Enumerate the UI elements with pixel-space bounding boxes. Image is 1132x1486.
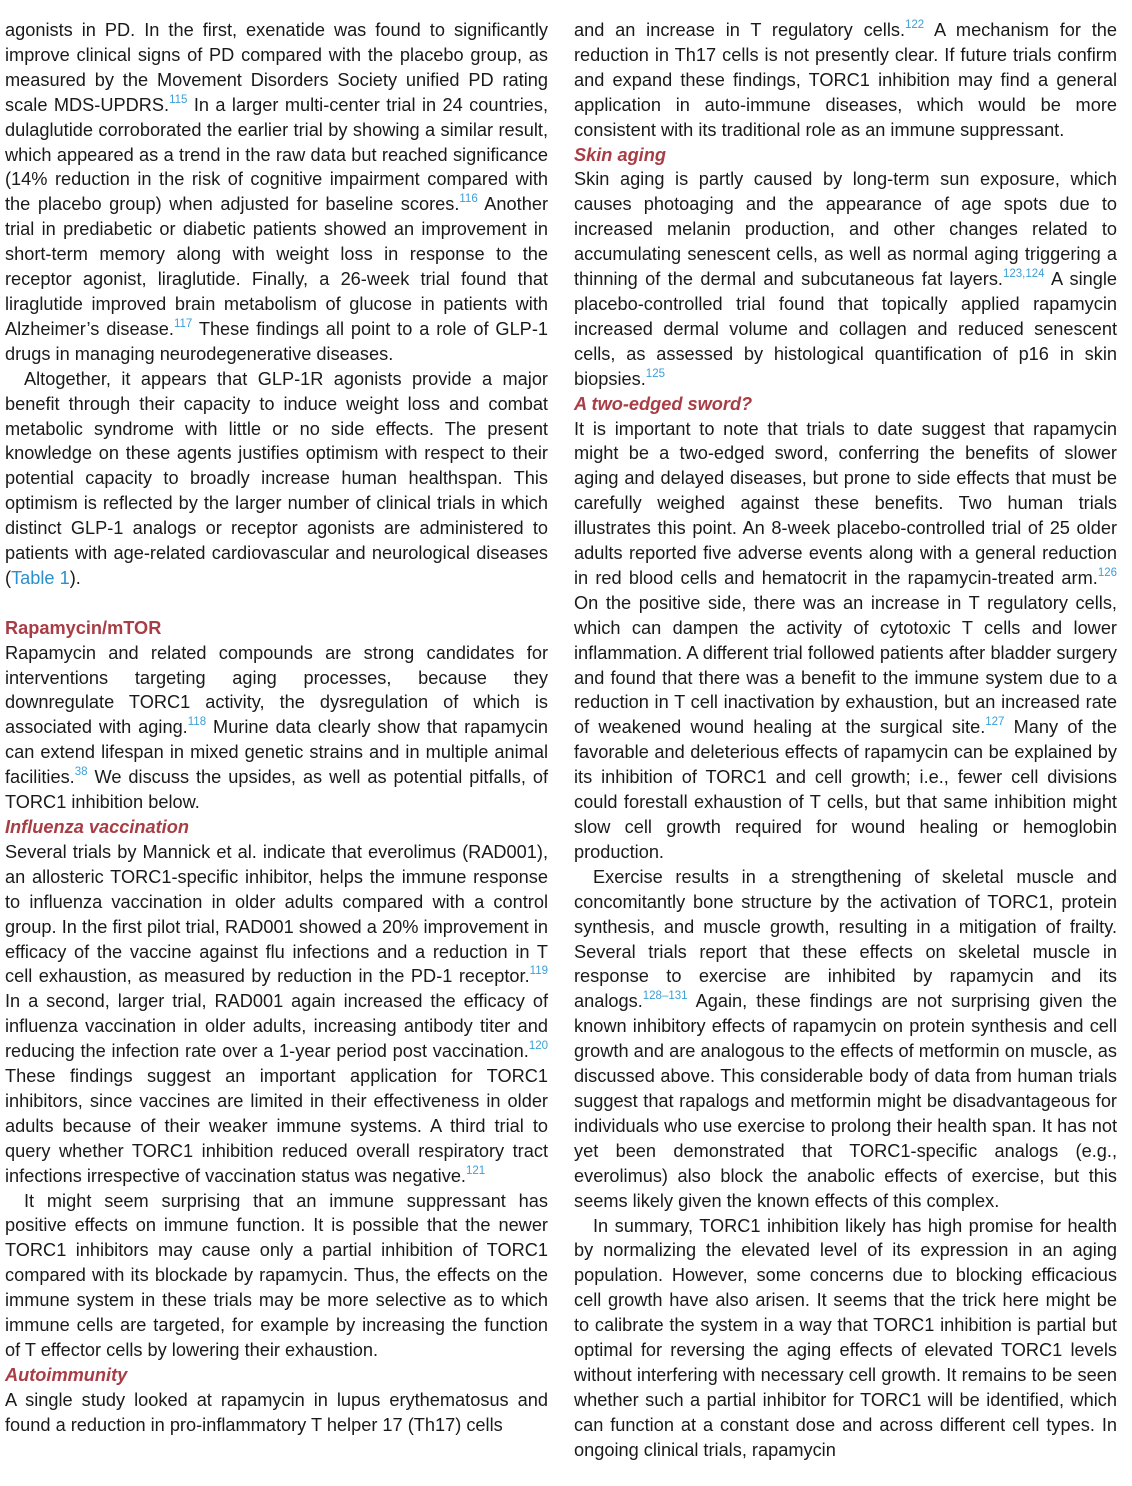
right-column bbox=[574, 18, 1117, 1463]
citation-ref[interactable]: 119 bbox=[529, 965, 548, 978]
paragraph-text: In a larger multi-center trial in 24 countries, dulaglutide corroborated the earlier trial by showing a similar result, which appeared as a trend in the raw data but reached significance (14% reduction in the risk of cognitive impairment compared with the placebo group) when adjusted for baseline scores. bbox=[5, 94, 548, 215]
paragraph-text: Altogether, it appears that GLP-1R agonists provide a major benefit through their capacity to induce weight loss and combat metabolic syndrome with little or no side effects. The present knowledge on these agents justifies optimism with respect to their potential capacity to broadly increase human healthspan. This optimism is reflected by the larger number of clinical trials in which distinct GLP-1 analogs or receptor agonists are administered to patients with age-related cardiovascular and neurological diseases ( bbox=[5, 368, 548, 588]
paragraph-text: Rapamycin and related compounds are strong candidates for interventions targeting aging processes, because they downregulate TORC1 activity, the dysregulation of which is associated with aging. bbox=[5, 642, 548, 738]
section-heading-rapamycin: Rapamycin/mTOR bbox=[5, 617, 162, 638]
citation-ref[interactable]: 125 bbox=[645, 367, 665, 380]
paragraph-rapamycin-intro bbox=[5, 641, 548, 815]
paragraph-text: Skin aging is partly caused by long-term sun exposure, which causes photoaging and the appearance of age spots due to increased melanin production, and other changes related to accumulating senescent cells, as well as normal aging triggering a thinning of the dermal and subcutaneous fat layers. bbox=[574, 169, 1117, 290]
paragraph-text: Exercise results in a strengthening of skeletal muscle and concomitantly bone structure by the activation of TORC1, protein synthesis, and muscle growth, resulting in a mitigation of frailty. Several trials report that these effects on skeletal muscle in response to exercise are inhibited by rapamycin and its analogs. bbox=[574, 866, 1117, 1012]
citation-ref[interactable]: 115 bbox=[169, 93, 188, 106]
citation-ref[interactable]: 117 bbox=[173, 317, 193, 330]
paragraph-text: In a second, larger trial, RAD001 again increased the efficacy of influenza vaccination in older adults, increasing antibody titer and reducing the infection rate over a 1-year period post vaccination. bbox=[5, 991, 548, 1062]
citation-ref[interactable]: 128–131 bbox=[642, 990, 688, 1003]
paragraph-text: Many of the favorable and deleterious effects of rapamycin can be explained by its inhibition of TORC1 and cell growth; i.e., fewer cell divisions could forestall exhaustion of T cells, but that same inhibition might slow cell growth required for wound healing or hemoglobin production. bbox=[574, 717, 1117, 862]
paragraph-autoimmunity: A single study looked at rapamycin in lupus erythematosus and found a reduction in pro-inflammatory T helper 17 (Th17) cells bbox=[5, 1389, 548, 1435]
paragraph-text: These findings suggest an important application for TORC1 inhibitors, since vaccines are limited in their effectiveness in older adults because of their weaker immune systems. A third trial to query whether TORC1 inhibition reduced overall respiratory tract infections irrespective of vaccination status was negative. bbox=[5, 1066, 548, 1186]
paragraph-immune-suppressant: It might seem surprising that an immune suppressant has positive effects on immune function. It is possible that the newer TORC1 inhibitors may cause only a partial inhibition of TORC1 compared with its blockade by rapamycin. Thus, the effects on the immune system in these trials may be more selective as to which immune cells are targeted, for example by increasing the function of T effector cells by lowering their exhaustion. bbox=[5, 1190, 548, 1361]
citation-ref[interactable]: 116 bbox=[459, 193, 478, 206]
subheading-two-edged-sword: A two-edged sword? bbox=[574, 393, 753, 414]
subheading-autoimmunity: Autoimmunity bbox=[5, 1364, 128, 1385]
paragraph-autoimmunity-cont bbox=[574, 18, 1117, 143]
paragraph-two-edged-sword bbox=[574, 417, 1117, 865]
left-column bbox=[5, 18, 548, 1438]
paragraph-text: We discuss the upsides, as well as potential pitfalls, of TORC1 inhibition below. bbox=[5, 767, 548, 813]
paragraph-text: agonists in PD. In the first, exenatide was found to significantly improve clinical signs of PD compared with the placebo group, as measured by the Movement Disorders Society unified PD rating scale MDS-UPDRS. bbox=[5, 20, 548, 115]
citation-ref[interactable]: 120 bbox=[528, 1040, 548, 1053]
paragraph-text: ). bbox=[69, 567, 81, 588]
paragraph-text: It is important to note that trials to date suggest that rapamycin might be a two-edged sword, conferring the benefits of slower aging and delayed diseases, but prone to side effects that must be carefully weighed against these benefits. Two human trials illustrates this point. An 8-week placebo-controlled trial of 25 older adults reported five adverse events along with a general reduction in red blood cells and hematocrit in the rapamycin-treated arm. bbox=[574, 418, 1117, 588]
citation-ref[interactable]: 118 bbox=[187, 716, 207, 729]
paragraph-glp1-trials bbox=[5, 18, 548, 367]
citation-ref[interactable]: 126 bbox=[1097, 566, 1117, 579]
subheading-skin-aging: Skin aging bbox=[574, 144, 666, 165]
paragraph-glp1-summary bbox=[5, 367, 548, 591]
citation-ref[interactable]: 127 bbox=[985, 716, 1005, 729]
citation-ref[interactable]: 121 bbox=[465, 1164, 486, 1177]
paragraph-text: Several trials by Mannick et al. indicate that everolimus (RAD001), an allosteric TORC1-specific inhibitor, helps the immune response to influenza vaccination in older adults compared with a control group. In the first pilot trial, RAD001 showed a 20% improvement in efficacy of the vaccine against flu infections and a reduction in T cell exhaustion, as measured by reduction in the PD-1 receptor. bbox=[5, 841, 548, 987]
paragraph-text: Another trial in prediabetic or diabetic patients showed an improvement in short-term memory along with weight loss in response to the receptor agonist, liraglutide. Finally, a 26-week trial found that liraglutide improved brain metabolism of glucose in patients with Alzheimer’s disease. bbox=[5, 194, 548, 339]
paragraph-text: On the positive side, there was an increase in T regulatory cells, which can dampen the activity of cytotoxic T cells and lower inflammation. A different trial followed patients after bladder surgery and found that there was a benefit to the immune system due to a reduction in T cell inactivation by exhaustion, but an increased rate of weakened wound healing at the surgical site. bbox=[574, 592, 1117, 738]
paragraph-text: Again, these findings are not surprising given the known inhibitory effects of rapamycin on protein synthesis and cell growth and are analogous to the effects of metformin on muscle, as discussed above. This considerable body of data from human trials suggest that rapalogs and metformin might be disadvantageous for individuals who use exercise to prolong their health span. It has not yet been demonstrated that TORC1-specific analogs (e.g., everolimus) also block the anabolic effects of exercise, but this seems likely given the known effects of this complex. bbox=[574, 991, 1117, 1211]
citation-ref[interactable]: 123,124 bbox=[1002, 268, 1045, 281]
paragraph-text: and an increase in T regulatory cells. bbox=[574, 20, 906, 40]
paragraph-exercise bbox=[574, 865, 1117, 1214]
paragraph-influenza bbox=[5, 840, 548, 1189]
paragraph-text: A mechanism for the reduction in Th17 cells is not presently clear. If future trials confirm and expand these findings, TORC1 inhibition may find a general application in auto-immune diseases, which would be more consistent with its traditional role as an immune suppressant. bbox=[574, 20, 1117, 140]
citation-ref[interactable]: 122 bbox=[905, 19, 925, 31]
table-1-link[interactable]: Table 1 bbox=[11, 567, 70, 588]
paragraph-summary: In summary, TORC1 inhibition likely has high promise for health by normalizing the elevated level of its expression in an aging population. However, some concerns due to blocking efficacious cell growth have also arisen. It seems that the trick here might be to calibrate the system in a way that TORC1 inhibition is partial but optimal for reversing the aging effects of elevated TORC1 levels without interfering with necessary cell growth. It remains to be seen whether such a partial inhibitor for TORC1 will be identified, which can function at a constant dose and across different cell types. In ongoing clinical trials, rapamycin bbox=[574, 1215, 1117, 1460]
paragraph-skin-aging bbox=[574, 167, 1117, 391]
subheading-influenza-vaccination: Influenza vaccination bbox=[5, 816, 189, 837]
citation-ref[interactable]: 38 bbox=[74, 766, 88, 779]
paragraph-text: A single placebo-controlled trial found that topically applied rapamycin increased dermal volume and collagen and reduced senescent cells, as assessed by histological quantification of p16 in skin biopsies. bbox=[574, 269, 1117, 389]
paragraph-text: These findings all point to a role of GLP-1 drugs in managing neurodegenerative diseases. bbox=[5, 318, 548, 364]
paragraph-text: Murine data clearly show that rapamycin can extend lifespan in mixed genetic strains and in multiple animal facilities. bbox=[5, 717, 548, 788]
